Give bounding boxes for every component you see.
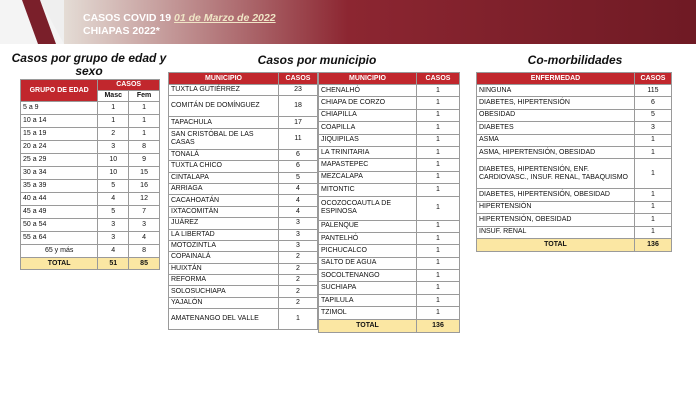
municipio-row xyxy=(169,286,318,297)
municipio-row xyxy=(169,252,318,263)
municipio-row xyxy=(169,240,318,251)
municipio-row xyxy=(169,263,318,274)
municipio-row xyxy=(319,159,460,171)
age-masc-cell: 4 xyxy=(98,245,129,258)
municipio-casos-cell: 1 xyxy=(417,245,460,257)
age-fem-cell: 12 xyxy=(129,193,160,206)
municipio-casos-cell: 3 xyxy=(279,240,318,251)
municipio-casos-cell: 1 xyxy=(417,196,460,220)
age-masc-cell: 3 xyxy=(98,219,129,232)
municipio-name-cell: SAN CRISTÓBAL DE LAS CASAS xyxy=(169,128,279,149)
age-fem-cell: 15 xyxy=(129,167,160,180)
age-fem-cell: 1 xyxy=(129,102,160,115)
municipio-name-cell: HUIXTÁN xyxy=(169,263,279,274)
comorbilidad-row xyxy=(477,146,672,158)
municipio-row xyxy=(319,85,460,97)
municipio-row xyxy=(319,257,460,269)
age-fem-cell: 9 xyxy=(129,154,160,167)
comorbilidad-total-label: TOTAL xyxy=(477,238,635,251)
com-header-enfermedad: ENFERMEDAD xyxy=(477,73,635,85)
municipio-name-cell: REFORMA xyxy=(169,275,279,286)
comorbilidad-casos-cell: 6 xyxy=(635,97,672,109)
age-total-row xyxy=(21,258,160,270)
age-fem-cell: 16 xyxy=(129,180,160,193)
age-group-cell: 35 a 39 xyxy=(21,180,98,193)
age-fem-cell: 1 xyxy=(129,115,160,128)
municipio-casos-cell: 1 xyxy=(417,134,460,146)
municipio-row xyxy=(319,196,460,220)
age-group-cell: 10 a 14 xyxy=(21,115,98,128)
age-row xyxy=(21,245,160,258)
municipio-name-cell: CINTALAPA xyxy=(169,172,279,183)
comorbilidad-name-cell: DIABETES, HIPERTENSIÓN, OBESIDAD xyxy=(477,189,635,201)
page-subtitle: CHIAPAS 2022* xyxy=(83,25,160,37)
comorbilidad-total-row xyxy=(477,238,672,251)
municipio-row xyxy=(319,220,460,232)
municipio-name-cell: SOLOSUCHIAPA xyxy=(169,286,279,297)
age-fem-cell: 3 xyxy=(129,219,160,232)
age-masc-cell: 3 xyxy=(98,232,129,245)
municipio-casos-cell: 1 xyxy=(417,97,460,109)
municipio-casos-cell: 1 xyxy=(417,85,460,97)
comorbilidad-row xyxy=(477,109,672,121)
title-text: CASOS COVID 19 xyxy=(83,12,172,24)
comorbilidad-row xyxy=(477,97,672,109)
municipio-name-cell: MOTOZINTLA xyxy=(169,240,279,251)
age-row xyxy=(21,232,160,245)
municipio-casos-cell: 1 xyxy=(417,184,460,196)
municipio-row xyxy=(319,307,460,319)
municipio-name-cell: COPAINALÁ xyxy=(169,252,279,263)
municipio-casos-cell: 4 xyxy=(279,183,318,194)
municipio-name-cell: PALENQUE xyxy=(319,220,417,232)
municipio-row xyxy=(169,206,318,217)
section-title-comorbilidades: Co-morbilidades xyxy=(527,53,623,67)
municipio-row xyxy=(319,270,460,282)
municipio-row xyxy=(169,275,318,286)
age-group-cell: 55 a 64 xyxy=(21,232,98,245)
age-group-cell: 5 a 9 xyxy=(21,102,98,115)
municipio-row xyxy=(169,128,318,149)
comorbilidad-row xyxy=(477,214,672,226)
comorbilidad-row xyxy=(477,85,672,97)
comorbilidad-name-cell: DIABETES, HIPERTENSIÓN xyxy=(477,97,635,109)
municipio-casos-cell: 5 xyxy=(279,172,318,183)
municipio-casos-cell: 1 xyxy=(417,257,460,269)
comorbilidad-name-cell: INSUF. RENAL xyxy=(477,226,635,238)
mun2-header-casos: CASOS xyxy=(417,73,460,85)
municipio-total-label: TOTAL xyxy=(319,319,417,332)
municipio-casos-cell: 6 xyxy=(279,161,318,172)
municipio-name-cell: CHENALHÓ xyxy=(319,85,417,97)
age-row xyxy=(21,167,160,180)
municipio-casos-cell: 3 xyxy=(279,218,318,229)
age-masc-cell: 4 xyxy=(98,193,129,206)
age-group-cell: 45 a 49 xyxy=(21,206,98,219)
age-row xyxy=(21,193,160,206)
comorbilidad-casos-cell: 1 xyxy=(635,146,672,158)
municipio-row xyxy=(169,96,318,117)
age-group-cell: 30 a 34 xyxy=(21,167,98,180)
municipio-casos-cell: 1 xyxy=(417,220,460,232)
municipio-casos-cell: 1 xyxy=(417,294,460,306)
municipio-row xyxy=(169,183,318,194)
municipio-row xyxy=(319,109,460,121)
comorbilidad-casos-cell: 1 xyxy=(635,189,672,201)
age-masc-cell: 5 xyxy=(98,206,129,219)
age-total-label: TOTAL xyxy=(21,258,98,270)
age-row xyxy=(21,180,160,193)
comorbilidad-name-cell: DIABETES, HIPERTENSIÓN, ENF. CARDIOVASC., INSUF. RENAL, TABAQUISMO xyxy=(477,159,635,189)
municipio-name-cell: ARRIAGA xyxy=(169,183,279,194)
age-masc-cell: 1 xyxy=(98,115,129,128)
municipio-casos-cell: 2 xyxy=(279,297,318,308)
municipio-name-cell: LA LIBERTAD xyxy=(169,229,279,240)
comorbilidad-name-cell: OBESIDAD xyxy=(477,109,635,121)
municipio-name-cell: PANTELHÓ xyxy=(319,232,417,244)
municipio-casos-cell: 1 xyxy=(417,270,460,282)
age-header-masc: Masc xyxy=(98,91,129,102)
age-header-group: GRUPO DE EDAD xyxy=(21,80,98,102)
municipio-row xyxy=(169,117,318,128)
municipio-casos-cell: 1 xyxy=(417,122,460,134)
municipio-casos-cell: 1 xyxy=(417,232,460,244)
municipio-row xyxy=(319,146,460,158)
municipio-casos-cell: 23 xyxy=(279,85,318,96)
municipio-name-cell: MEZCALAPA xyxy=(319,171,417,183)
municipio-name-cell: TAPILULA xyxy=(319,294,417,306)
municipio-row xyxy=(169,85,318,96)
municipio-name-cell: AMATENANGO DEL VALLE xyxy=(169,309,279,330)
age-fem-cell: 7 xyxy=(129,206,160,219)
comorbilidad-casos-cell: 1 xyxy=(635,214,672,226)
municipio-casos-cell: 1 xyxy=(417,146,460,158)
age-masc-cell: 5 xyxy=(98,180,129,193)
comorbilidad-row xyxy=(477,134,672,146)
municipio-casos-cell: 2 xyxy=(279,263,318,274)
comorbilidad-casos-cell: 1 xyxy=(635,226,672,238)
age-row xyxy=(21,206,160,219)
municipio-row xyxy=(169,149,318,160)
municipio-name-cell: JUÁREZ xyxy=(169,218,279,229)
municipio-name-cell: SOCOLTENANGO xyxy=(319,270,417,282)
municipio-casos-cell: 1 xyxy=(417,159,460,171)
municipio-name-cell: TZIMOL xyxy=(319,307,417,319)
municipio-row xyxy=(319,184,460,196)
header-banner xyxy=(0,0,696,44)
municipio-row xyxy=(169,229,318,240)
municipio-name-cell: TONALÁ xyxy=(169,149,279,160)
municipio-name-cell: TAPACHULA xyxy=(169,117,279,128)
municipio-casos-cell: 1 xyxy=(417,307,460,319)
age-row xyxy=(21,154,160,167)
municipio-name-cell: CHIAPA DE CORZO xyxy=(319,97,417,109)
municipio-table-1 xyxy=(168,72,318,330)
municipio-row xyxy=(169,172,318,183)
age-fem-cell: 4 xyxy=(129,232,160,245)
age-group-cell: 65 y más xyxy=(21,245,98,258)
age-fem-cell: 8 xyxy=(129,245,160,258)
age-row xyxy=(21,128,160,141)
municipio-total-value: 136 xyxy=(417,319,460,332)
municipio-row xyxy=(319,134,460,146)
municipio-row xyxy=(319,245,460,257)
comorbilidad-row xyxy=(477,159,672,189)
age-header-fem: Fem xyxy=(129,91,160,102)
municipio-casos-cell: 4 xyxy=(279,206,318,217)
municipio-name-cell: MAPASTEPEC xyxy=(319,159,417,171)
age-fem-cell: 8 xyxy=(129,141,160,154)
municipio-name-cell: LA TRINITARIA xyxy=(319,146,417,158)
municipio-row xyxy=(169,309,318,330)
mun1-header-casos: CASOS xyxy=(279,73,318,85)
comorbilidad-row xyxy=(477,201,672,213)
comorbilidad-name-cell: ASMA xyxy=(477,134,635,146)
municipio-casos-cell: 1 xyxy=(417,171,460,183)
com-header-casos: CASOS xyxy=(635,73,672,85)
municipio-row xyxy=(319,171,460,183)
age-header-casos: CASOS xyxy=(98,80,160,91)
mun2-header-municipio: MUNICIPIO xyxy=(319,73,417,85)
municipio-casos-cell: 11 xyxy=(279,128,318,149)
municipio-name-cell: COAPILLA xyxy=(319,122,417,134)
municipio-name-cell: CHIAPILLA xyxy=(319,109,417,121)
age-masc-cell: 2 xyxy=(98,128,129,141)
municipio-table-2 xyxy=(318,72,460,333)
municipio-casos-cell: 17 xyxy=(279,117,318,128)
municipio-row xyxy=(319,282,460,294)
age-masc-cell: 10 xyxy=(98,167,129,180)
comorbilidad-total-value: 136 xyxy=(635,238,672,251)
municipio-name-cell: SUCHIAPA xyxy=(319,282,417,294)
municipio-name-cell: TUXTLA GUTIÉRREZ xyxy=(169,85,279,96)
comorbilidad-casos-cell: 1 xyxy=(635,201,672,213)
comorbilidad-casos-cell: 3 xyxy=(635,122,672,134)
comorbilidad-name-cell: DIABETES xyxy=(477,122,635,134)
age-group-cell: 20 a 24 xyxy=(21,141,98,154)
comorbilidad-name-cell: ASMA, HIPERTENSIÓN, OBESIDAD xyxy=(477,146,635,158)
municipio-name-cell: OCOZOCOAUTLA DE ESPINOSA xyxy=(319,196,417,220)
municipio-name-cell: IXTACOMITÁN xyxy=(169,206,279,217)
comorbilidad-row xyxy=(477,189,672,201)
municipio-row xyxy=(169,297,318,308)
comorbilidad-row xyxy=(477,122,672,134)
municipio-row xyxy=(319,122,460,134)
municipio-casos-cell: 1 xyxy=(279,309,318,330)
municipio-row xyxy=(169,195,318,206)
municipio-row xyxy=(319,97,460,109)
municipio-row xyxy=(319,232,460,244)
age-row xyxy=(21,141,160,154)
comorbilidad-row xyxy=(477,226,672,238)
age-group-cell: 40 a 44 xyxy=(21,193,98,206)
comorbilidades-table xyxy=(476,72,672,252)
section-title-municipio: Casos por municipio xyxy=(257,53,377,67)
age-row xyxy=(21,219,160,232)
municipio-casos-cell: 2 xyxy=(279,275,318,286)
municipio-casos-cell: 2 xyxy=(279,252,318,263)
municipio-name-cell: TUXTLA CHICO xyxy=(169,161,279,172)
age-total-fem: 85 xyxy=(129,258,160,270)
age-row xyxy=(21,102,160,115)
page-title xyxy=(83,12,276,24)
municipio-total-row xyxy=(319,319,460,332)
municipio-name-cell: COMITÁN DE DOMÍNGUEZ xyxy=(169,96,279,117)
age-masc-cell: 1 xyxy=(98,102,129,115)
age-group-cell: 50 a 54 xyxy=(21,219,98,232)
municipio-name-cell: CACAHOATÁN xyxy=(169,195,279,206)
comorbilidad-casos-cell: 1 xyxy=(635,134,672,146)
report-date: 01 de Marzo de 2022 xyxy=(174,12,276,24)
municipio-name-cell: JIQUIPILAS xyxy=(319,134,417,146)
comorbilidad-casos-cell: 1 xyxy=(635,159,672,189)
mun1-header-municipio: MUNICIPIO xyxy=(169,73,279,85)
comorbilidad-name-cell: HIPERTENSIÓN xyxy=(477,201,635,213)
age-masc-cell: 3 xyxy=(98,141,129,154)
age-group-cell: 25 a 29 xyxy=(21,154,98,167)
municipio-row xyxy=(169,218,318,229)
logo-chevron-icon xyxy=(0,0,64,44)
comorbilidad-casos-cell: 115 xyxy=(635,85,672,97)
municipio-casos-cell: 3 xyxy=(279,229,318,240)
municipio-name-cell: PICHUCALCO xyxy=(319,245,417,257)
age-group-cell: 15 a 19 xyxy=(21,128,98,141)
section-title-age: Casos por grupo de edad y sexo xyxy=(11,51,167,78)
municipio-casos-cell: 1 xyxy=(417,109,460,121)
municipio-name-cell: SALTO DE AGUA xyxy=(319,257,417,269)
comorbilidad-casos-cell: 5 xyxy=(635,109,672,121)
age-total-masc: 51 xyxy=(98,258,129,270)
municipio-casos-cell: 6 xyxy=(279,149,318,160)
municipio-casos-cell: 18 xyxy=(279,96,318,117)
age-masc-cell: 10 xyxy=(98,154,129,167)
comorbilidad-name-cell: HIPERTENSIÓN, OBESIDAD xyxy=(477,214,635,226)
municipio-casos-cell: 4 xyxy=(279,195,318,206)
municipio-casos-cell: 2 xyxy=(279,286,318,297)
age-table xyxy=(20,79,160,270)
municipio-row xyxy=(169,161,318,172)
municipio-row xyxy=(319,294,460,306)
municipio-casos-cell: 1 xyxy=(417,282,460,294)
municipio-name-cell: YAJALÓN xyxy=(169,297,279,308)
comorbilidad-name-cell: NINGUNA xyxy=(477,85,635,97)
municipio-name-cell: MITONTIC xyxy=(319,184,417,196)
age-row xyxy=(21,115,160,128)
age-fem-cell: 1 xyxy=(129,128,160,141)
